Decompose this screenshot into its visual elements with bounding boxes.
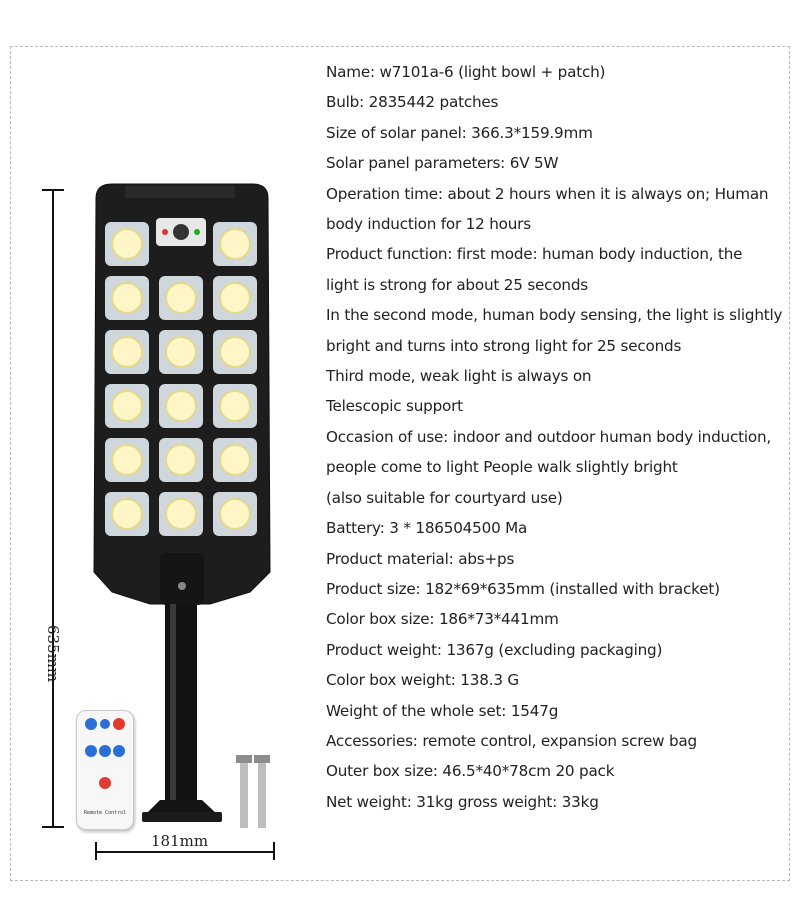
led-bulb: [166, 391, 196, 421]
spec-line: Solar panel parameters: 6V 5W: [326, 154, 559, 173]
height-dimension-cap-top: [42, 189, 64, 191]
spec-line: Telescopic support: [326, 397, 463, 416]
led-bulb: [112, 337, 142, 367]
led-bulb: [220, 445, 250, 475]
width-dimension-line: [95, 851, 275, 853]
spec-line: Accessories: remote control, expansion screw bag: [326, 731, 697, 750]
spec-line: (also suitable for courtyard use): [326, 488, 563, 507]
led-bulb: [166, 283, 196, 313]
spec-line: In the second mode, human body sensing, the light is slightly: [326, 306, 783, 325]
spec-line: body induction for 12 hours: [326, 215, 531, 234]
remote-wifi-button: [100, 719, 110, 729]
spec-line: Product size: 182*69*635mm (installed with bracket): [326, 579, 720, 598]
spec-line: Battery: 3 * 186504500 Ma: [326, 519, 528, 538]
height-dimension-label: 635mm: [44, 625, 62, 683]
spec-line: Occasion of use: indoor and outdoor human body induction,: [326, 427, 772, 446]
spec-line: Name: w7101a-6 (light bowl + patch): [326, 63, 606, 81]
led-bulb: [112, 445, 142, 475]
spec-line: Color box weight: 138.3 G: [326, 671, 519, 690]
spec-line: Color box size: 186*73*441mm: [326, 610, 559, 629]
width-dimension-cap-right: [273, 842, 275, 860]
led-bulb: [220, 283, 250, 313]
width-dimension-cap-left: [95, 842, 97, 860]
remote-mode-button-1: [85, 745, 97, 757]
pole-base-plate: [142, 812, 222, 822]
product-spec-list: [326, 57, 791, 817]
height-dimension-line: [52, 190, 54, 828]
spec-line: Third mode, weak light is always on: [326, 367, 592, 386]
led-bulb: [220, 391, 250, 421]
width-dimension-label: 181mm: [151, 832, 209, 850]
led-bulb: [112, 229, 142, 259]
spec-line: Outer box size: 46.5*40*78cm 20 pack: [326, 762, 615, 781]
spec-line: Product material: abs+ps: [326, 549, 515, 568]
spec-line: Size of solar panel: 366.3*159.9mm: [326, 123, 593, 142]
spec-line: bright and turns into strong light for 25 seconds: [326, 336, 682, 355]
remote-off-button: [113, 718, 125, 730]
led-bulb: [112, 499, 142, 529]
pole-highlight: [170, 604, 176, 808]
led-bulb: [112, 283, 142, 313]
spec-line: Net weight: 31kg gross weight: 33kg: [326, 792, 599, 811]
remote-auto-button: [99, 777, 111, 789]
led-bulb: [220, 499, 250, 529]
top-vent: [125, 186, 235, 198]
spec-line: Product function: first mode: human body induction, the: [326, 245, 743, 264]
spec-line: light is strong for about 25 seconds: [326, 275, 588, 294]
status-led-green: [194, 229, 200, 235]
led-bulb: [220, 337, 250, 367]
pir-sensor-icon: [173, 224, 189, 240]
spec-line: Bulb: 2835442 patches: [326, 93, 499, 112]
mount-screw: [178, 582, 186, 590]
led-bulb: [166, 445, 196, 475]
expansion-screw-icon: [236, 755, 270, 828]
spec-line: Operation time: about 2 hours when it is always on; Human: [326, 184, 769, 203]
spec-line: Product weight: 1367g (excluding packaging): [326, 640, 663, 659]
spec-line: Weight of the whole set: 1547g: [326, 701, 559, 720]
remote-mode-button-3: [113, 745, 125, 757]
status-led-red: [162, 229, 168, 235]
remote-on-button: [85, 718, 97, 730]
led-bulb: [166, 337, 196, 367]
pole-mount: [160, 553, 204, 605]
remote-mode-button-2: [99, 745, 111, 757]
pole: [165, 604, 197, 808]
led-bulb: [112, 391, 142, 421]
led-bulb: [166, 499, 196, 529]
spec-line: people come to light People walk slightly bright: [326, 458, 678, 477]
remote-label: Remote Control: [84, 810, 127, 816]
led-bulb: [220, 229, 250, 259]
height-dimension-cap-bottom: [42, 826, 64, 828]
